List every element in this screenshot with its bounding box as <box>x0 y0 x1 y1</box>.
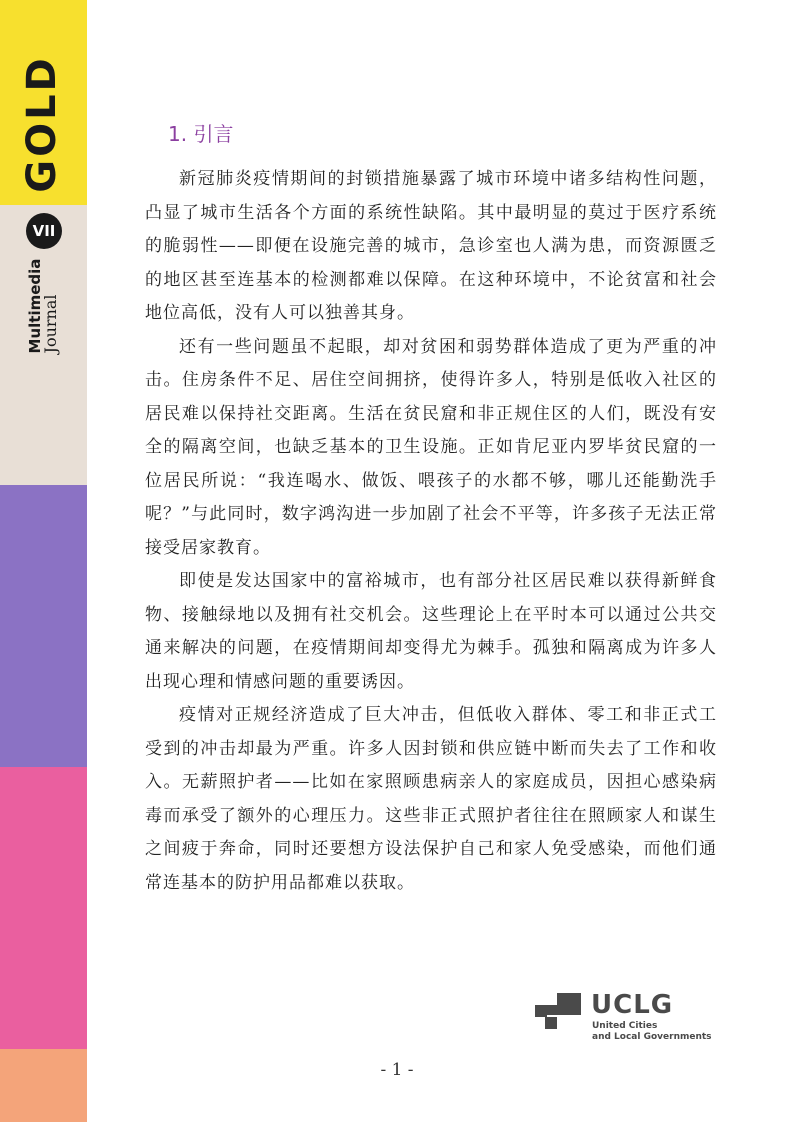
section-heading: 1. 引言 <box>168 122 234 146</box>
page-number: - 1 - <box>380 1060 414 1080</box>
subtitle-line-2: Journal <box>41 294 60 354</box>
band-pink <box>0 767 87 1049</box>
uclg-wordmark: UCLG <box>591 990 674 1020</box>
paragraph: 疫情对正规经济造成了巨大冲击，但低收入群体、零工和非正式工受到的冲击却最为严重。许多人因封锁和供应链中断而失去了工作和收入。无薪照护者——比如在家照顾患病亲人的家庭成员，因担心感染病毒而承受了额外的心理压力。这些非正式照护者往往在照顾家人和谋生之间疲于奔命，同时还要想方设法保护自己和家人免受感染，而他们通常连基本的防护用品都难以获取。 <box>145 705 717 893</box>
paragraph: 即使是发达国家中的富裕城市，也有部分社区居民难以获得新鲜食物、接触绿地以及拥有社交机会。这些理论上在平时本可以通过公共交通来解决的问题，在疫情期间却变得尤为棘手。孤独和隔离成为许多人出现心理和情感问题的重要诱因。 <box>145 571 717 692</box>
paragraph: 新冠肺炎疫情期间的封锁措施暴露了城市环境中诸多结构性问题，凸显了城市生活各个方面的系统性缺陷。其中最明显的莫过于医疗系统的脆弱性——即便在设施完善的城市，急诊室也人满为患，而资源匮乏的地区甚至连基本的检测都难以保障。在这种环境中，不论贫富和社会地位高低，没有人可以独善其身。 <box>145 169 717 323</box>
gold-logo-text: GOLD <box>19 55 65 193</box>
band-purple <box>0 485 87 767</box>
edition-badge: VII <box>26 213 62 249</box>
body-text <box>145 163 717 900</box>
uclg-subtitle <box>592 1021 752 1043</box>
subtitle-line-1: Multimedia <box>26 258 44 354</box>
uclg-subtitle-line-1: United Cities <box>592 1021 658 1031</box>
journal-subtitle <box>28 259 58 354</box>
uclg-mark-icon <box>535 993 583 1031</box>
paragraph: 还有一些问题虽不起眼，却对贫困和弱势群体造成了更为严重的冲击。住房条件不足、居住空间拥挤，使得许多人，特别是低收入社区的居民难以保持社交距离。生活在贫民窟和非正规住区的人们，既没有安全的隔离空间，也缺乏基本的卫生设施。正如肯尼亚内罗毕贫民窟的一位居民所说：“我连喝水、做饭、喂孩子的水都不够，哪儿还能勤洗手呢？”与此同时，数字鸿沟进一步加剧了社会不平等，许多孩子无法正常接受居家教育。 <box>145 336 717 558</box>
uclg-subtitle-line-2: and Local Governments <box>592 1032 712 1042</box>
